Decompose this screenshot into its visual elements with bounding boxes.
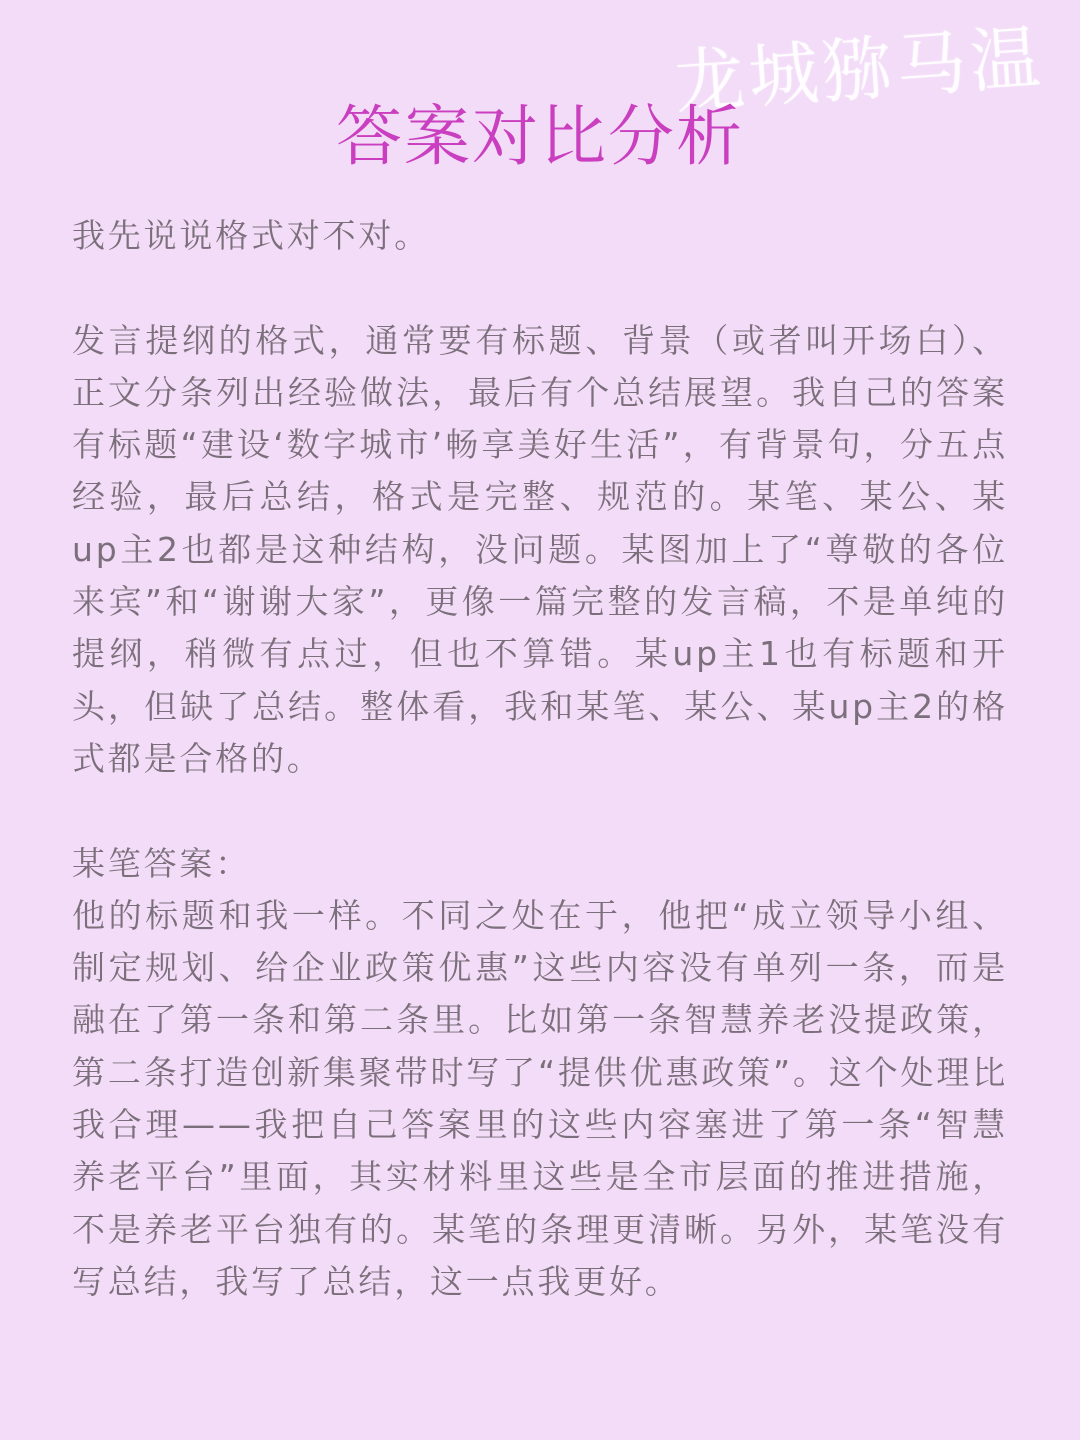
article-body — [72, 210, 1008, 1308]
watermark-signature: 龙城猕马温 — [671, 16, 1047, 124]
page-title: 答案对比分析 — [336, 98, 744, 175]
section-paragraph: 他的标题和我一样。不同之处在于，他把“成立领导小组、制定规划、给企业政策优惠”这些内容没有单列一条，而是融在了第一条和第二条里。比如第一条智慧养老没提政策，第二条打造创新集聚带时写了“提供优惠政策”。这个处理比我合理——我把自己答案里的这些内容塞进了第一条“智慧养老平台”里面，其实材料里这些是全市层面的推进措施，不是养老平台独有的。某笔的条理更清晰。另外，某笔没有写总结，我写了总结，这一点我更好。 — [72, 895, 1008, 1301]
paragraph-spacer — [72, 785, 1008, 837]
intro-paragraph: 我先说说格式对不对。 — [72, 216, 430, 255]
paragraph-spacer — [72, 262, 1008, 314]
section-heading: 某笔答案： — [72, 843, 251, 883]
format-paragraph: 发言提纲的格式，通常要有标题、背景（或者叫开场白）、正文分条列出经验做法，最后有个总结展望。我自己的答案有标题“建设‘数字城市’畅享美好生活”，有背景句，分五点经验，最后总结，格式是完整、规范的。某笔、某公、某up主2也都是这种结构，没问题。某图加上了“尊敬的各位来宾”和“谢谢大家”，更像一篇完整的发言稿，不是单纯的提纲，稍微有点过，但也不算错。某up主1也有标题和开头，但缺了总结。整体看，我和某笔、某公、某up主2的格式都是合格的。 — [72, 320, 1008, 778]
